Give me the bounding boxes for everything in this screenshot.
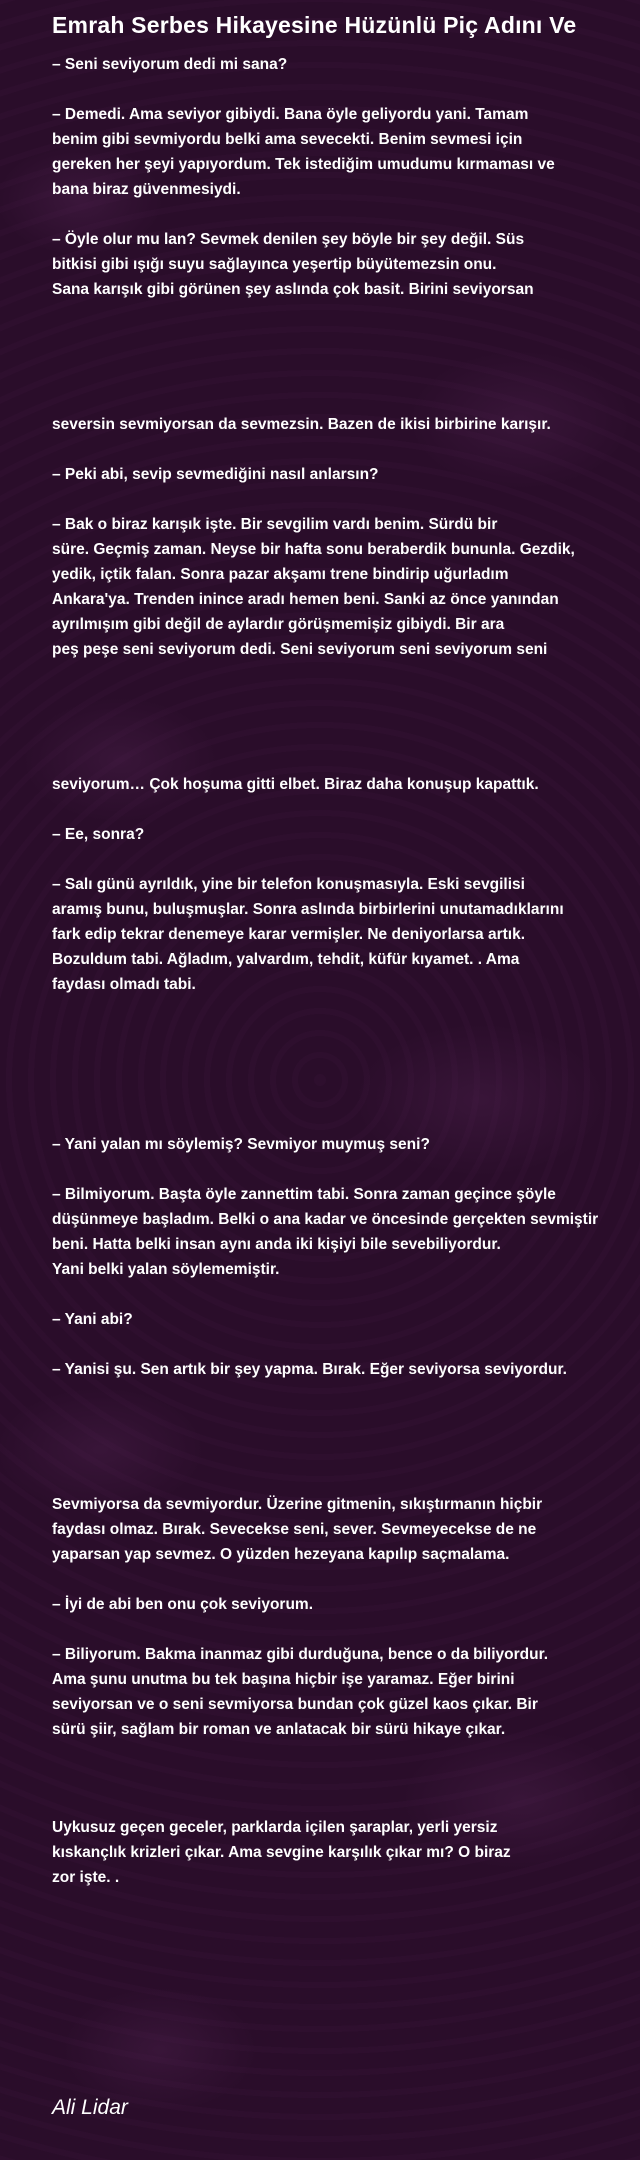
- text-line: faydası olmaz. Bırak. Sevecekse seni, sever. Sevmeyecekse de ne: [52, 1521, 537, 1538]
- text-line: Uykusuz geçen geceler, parklarda içilen şaraplar, yerli yersiz: [52, 1819, 498, 1836]
- text-line: – Peki abi, sevip sevmediğini nasıl anlarsın?: [52, 466, 379, 483]
- text-line: kıskançlık krizleri çıkar. Ama sevgine karşılık çıkar mı? O biraz: [52, 1844, 511, 1861]
- text-line: ayrılmışım gibi değil de aylardır görüşmemişiz gibiydi. Bir ara: [52, 616, 505, 633]
- paragraph-gap: [52, 797, 632, 822]
- paragraph-gap: [52, 1567, 632, 1592]
- text-line: – Öyle olur mu lan? Sevmek denilen şey böyle bir şey değil. Süs: [52, 231, 525, 248]
- text-line: – Ee, sonra?: [52, 826, 145, 843]
- text-line: fark edip tekrar denemeye karar vermişler. Ne deniyorlarsa artık.: [52, 926, 526, 943]
- text-line: beni. Hatta belki insan aynı anda iki kişiyi bile sevebiliyordur.: [52, 1236, 501, 1253]
- text-line: – Biliyorum. Bakma inanmaz gibi durduğuna, bence o da biliyordur.: [52, 1646, 549, 1663]
- text-block: [52, 412, 632, 662]
- paragraph-gap: [52, 1332, 632, 1357]
- text-line: Bozuldum tabi. Ağladım, yalvardım, tehdit, küfür kıyamet. . Ama: [52, 951, 520, 968]
- text-block: [52, 1492, 632, 1742]
- text-line: – Yani yalan mı söylemiş? Sevmiyor muymuş seni?: [52, 1136, 430, 1153]
- text-line: – Bak o biraz karışık işte. Bir sevgilim vardı benim. Sürdü bir: [52, 516, 498, 533]
- text-line: – Seni seviyorum dedi mi sana?: [52, 56, 288, 73]
- text-line: yedik, içtik falan. Sonra pazar akşamı trene bindirip uğurladım: [52, 566, 509, 583]
- text-line: yaparsan yap sevmez. O yüzden hezeyana kapılıp saçmalama.: [52, 1546, 510, 1563]
- text-line: zor işte. .: [52, 1869, 120, 1886]
- text-block: [52, 52, 632, 302]
- text-line: – Yanisi şu. Sen artık bir şey yapma. Bırak. Eğer seviyorsa seviyordur.: [52, 1361, 567, 1378]
- text-line: aramış bunu, buluşmuşlar. Sonra aslında birbirlerini unutamadıklarını: [52, 901, 564, 918]
- text-line: süre. Geçmiş zaman. Neyse bir hafta sonu beraberdik bununla. Gezdik,: [52, 541, 575, 558]
- text-line: – Yani abi?: [52, 1311, 133, 1328]
- text-line: Ama şunu unutma bu tek başına hiçbir işe yaramaz. Eğer birini: [52, 1671, 515, 1688]
- text-line: gereken her şeyi yapıyordum. Tek istediğim umudumu kırmaması ve: [52, 156, 555, 173]
- text-line: – Demedi. Ama seviyor gibiydi. Bana öyle geliyordu yani. Tamam: [52, 106, 529, 123]
- paragraph-gap: [52, 847, 632, 872]
- text-line: bana biraz güvenmesiydi.: [52, 181, 241, 198]
- text-line: seviyorsan ve o seni sevmiyorsa bundan çok güzel kaos çıkar. Bir: [52, 1696, 538, 1713]
- paragraph-gap: [52, 487, 632, 512]
- text-block: [52, 772, 632, 997]
- paragraph-gap: [52, 1157, 632, 1182]
- text-line: düşünmeye başladım. Belki o ana kadar ve öncesinde gerçekten sevmiştir: [52, 1211, 599, 1228]
- text-line: sürü şiir, sağlam bir roman ve anlatacak bir sürü hikaye çıkar.: [52, 1721, 506, 1738]
- paragraph-gap: [52, 437, 632, 462]
- text-line: – Salı günü ayrıldık, yine bir telefon konuşmasıyla. Eski sevgilisi: [52, 876, 525, 893]
- text-block: [52, 1815, 632, 1890]
- text-line: – İyi de abi ben onu çok seviyorum.: [52, 1596, 313, 1613]
- text-line: peş peşe seni seviyorum dedi. Seni seviyorum seni seviyorum seni: [52, 641, 548, 658]
- text-line: Sevmiyorsa da sevmiyordur. Üzerine gitmenin, sıkıştırmanın hiçbir: [52, 1496, 543, 1513]
- text-block: [52, 1132, 632, 1382]
- text-line: benim gibi sevmiyordu belki ama sevecekti. Benim sevmesi için: [52, 131, 523, 148]
- text-line: seversin sevmiyorsan da sevmezsin. Bazen de ikisi birbirine karışır.: [52, 416, 551, 433]
- text-line: bitkisi gibi ışığı suyu sağlayınca yeşertip büyütemezsin onu.: [52, 256, 497, 273]
- text-line: Yani belki yalan söylememiştir.: [52, 1261, 280, 1278]
- text-line: seviyorum… Çok hoşuma gitti elbet. Biraz daha konuşup kapattık.: [52, 776, 539, 793]
- author-signature: Ali Lidar: [52, 2096, 128, 2119]
- text-line: faydası olmadı tabi.: [52, 976, 196, 993]
- paragraph-gap: [52, 1617, 632, 1642]
- paragraph-gap: [52, 77, 632, 102]
- text-line: – Bilmiyorum. Başta öyle zannettim tabi. Sonra zaman geçince şöyle: [52, 1186, 556, 1203]
- paragraph-gap: [52, 1282, 632, 1307]
- page-title: Emrah Serbes Hikayesine Hüzünlü Piç Adını Ve: [52, 12, 577, 38]
- text-line: Ankara'ya. Trenden inince aradı hemen beni. Sanki az önce yanından: [52, 591, 559, 608]
- paragraph-gap: [52, 202, 632, 227]
- text-line: Sana karışık gibi görünen şey aslında çok basit. Birini seviyorsan: [52, 281, 534, 298]
